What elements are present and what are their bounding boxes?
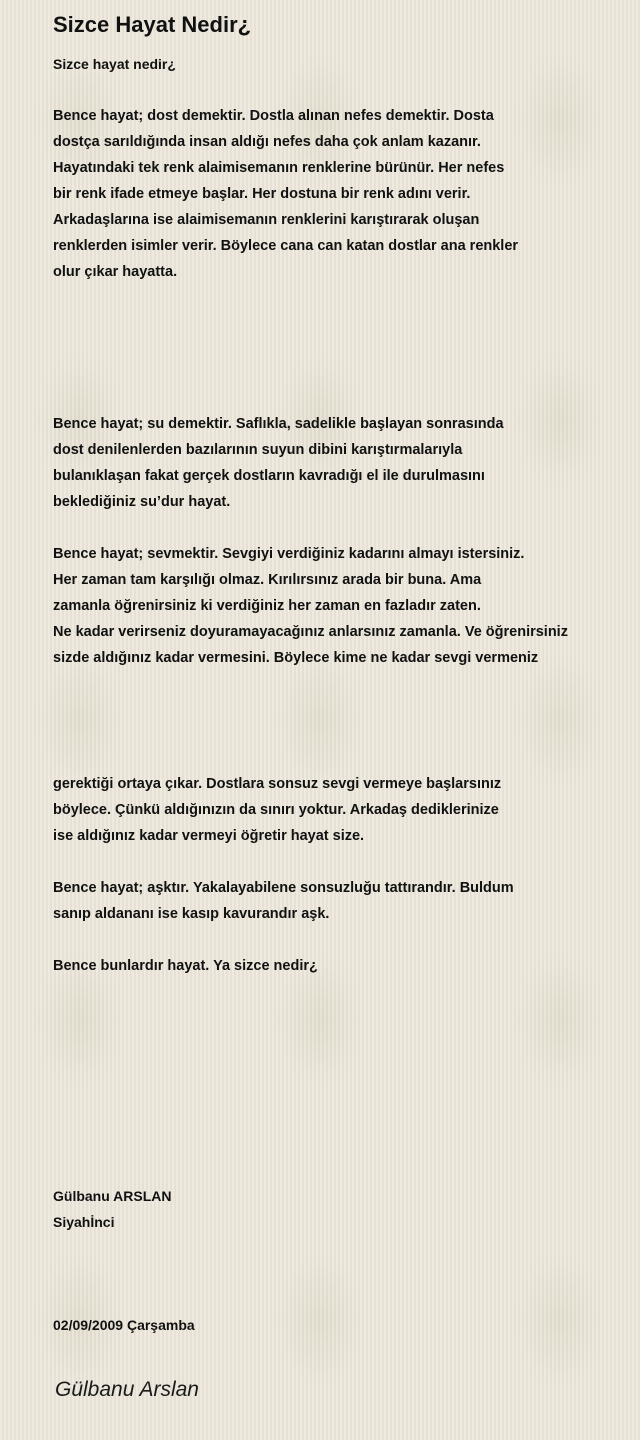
author-signature: Gülbanu Arslan: [55, 1378, 199, 1401]
poem-title: Sizce Hayat Nedir¿: [53, 12, 252, 37]
poem-date: 02/09/2009 Çarşamba: [53, 1317, 195, 1333]
text-line: zamanla öğrenirsiniz ki verdiğiniz her zaman en fazladır zaten.: [53, 598, 481, 614]
text-line: Hayatındaki tek renk alaimisemanın renklerine bürünür. Her nefes: [53, 160, 505, 176]
text-line: dost denilenlerden bazılarının suyun dibini karıştırmalarıyla: [53, 442, 463, 458]
author-block: [53, 1183, 171, 1235]
paragraph-3: [53, 541, 633, 671]
paragraph-5: [53, 875, 633, 927]
text-line: Bence bunlardır hayat. Ya sizce nedir¿: [53, 958, 318, 974]
author-name: Gülbanu ARSLAN: [53, 1188, 172, 1204]
text-line: ise aldığınız kadar vermeyi öğretir hayat size.: [53, 828, 365, 844]
text-line: bir renk ifade etmeye başlar. Her dostuna bir renk adını verir.: [53, 186, 471, 202]
paragraph-2: [53, 411, 633, 515]
text-line: beklediğiniz su’dur hayat.: [53, 494, 231, 510]
text-line: Her zaman tam karşılığı olmaz. Kırılırsınız arada bir buna. Ama: [53, 572, 482, 588]
text-line: dostça sarıldığında insan aldığı nefes daha çok anlam kazanır.: [53, 134, 481, 150]
text-line: bulanıklaşan fakat gerçek dostların kavradığı el ile durulmasını: [53, 468, 485, 484]
text-line: Bence hayat; aşktır. Yakalayabilene sonsuzluğu tattırandır. Buldum: [53, 880, 514, 896]
text-line: Bence hayat; dost demektir. Dostla alınan nefes demektir. Dosta: [53, 108, 494, 124]
author-pen-name: Siyahİnci: [53, 1214, 115, 1230]
text-line: gerektiği ortaya çıkar. Dostlara sonsuz sevgi vermeye başlarsınız: [53, 776, 502, 792]
text-line: Bence hayat; su demektir. Saflıkla, sadelikle başlayan sonrasında: [53, 416, 504, 432]
paragraph-6: [53, 953, 633, 979]
paragraph-4: [53, 771, 633, 849]
text-line: Ne kadar verirseniz doyuramayacağınız anlarsınız zamanla. Ve öğrenirsiniz: [53, 624, 568, 640]
text-line: Bence hayat; sevmektir. Sevgiyi verdiğiniz kadarını almayı istersiniz.: [53, 546, 525, 562]
text-line: sizde aldığınız kadar vermesini. Böylece kime ne kadar sevgi vermeniz: [53, 650, 539, 666]
text-line: böylece. Çünkü aldığınızın da sınırı yoktur. Arkadaş dediklerinize: [53, 802, 499, 818]
text-line: olur çıkar hayatta.: [53, 264, 178, 280]
poem-subtitle: Sizce hayat nedir¿: [53, 56, 176, 72]
text-line: sanıp aldananı ise kasıp kavurandır aşk.: [53, 906, 330, 922]
paragraph-1: [53, 103, 633, 285]
text-line: Arkadaşlarına ise alaimisemanın renklerini karıştırarak oluşan: [53, 212, 480, 228]
text-line: renklerden isimler verir. Böylece cana can katan dostlar ana renkler: [53, 238, 519, 254]
